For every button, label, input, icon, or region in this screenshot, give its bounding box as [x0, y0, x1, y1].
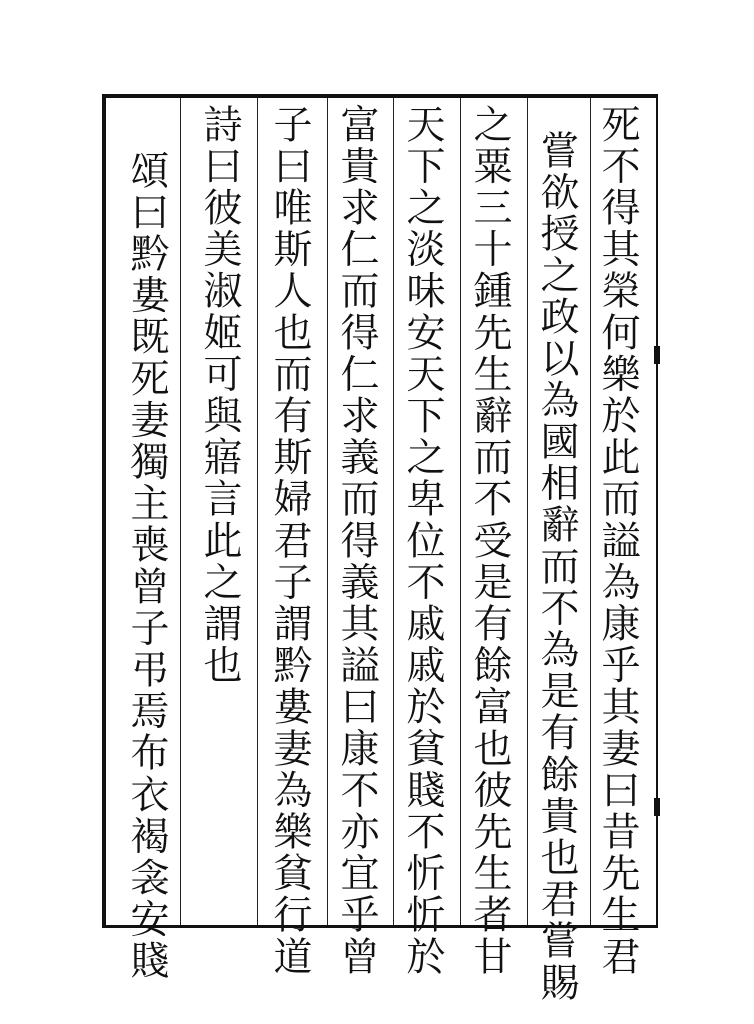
column-rule — [257, 98, 258, 925]
page-edge-mark — [654, 346, 660, 364]
column-rule — [460, 98, 461, 925]
text-column-2: 嘗欲授之政以為國相辭而不為是有餘貴也君嘗賜 — [534, 130, 579, 1004]
column-rule — [393, 98, 394, 925]
text-column-8: 頌曰黔婁既死妻獨主喪曾子弔焉布衣褐衾安賤 — [124, 150, 169, 982]
text-column-6: 子曰唯斯人也而有斯婦君子謂黔婁妻為樂貧行道 — [267, 104, 312, 978]
column-rule — [180, 98, 181, 925]
text-column-3: 之粟三十鍾先生辭而不受是有餘富也彼先生者甘 — [467, 104, 512, 978]
text-column-1: 死不得其榮何樂於此而謚為康乎其妻曰昔先生君 — [595, 104, 640, 978]
text-column-4: 天下之淡味安天下之卑位不戚戚於貧賤不忻忻於 — [400, 104, 445, 978]
column-rule — [527, 98, 528, 925]
column-rule — [590, 98, 591, 925]
page-edge-mark — [654, 798, 660, 816]
text-column-5: 富貴求仁而得仁求義而得義其謚曰康不亦宜乎曾 — [334, 104, 379, 978]
text-column-7: 詩曰彼美淑姬可與寤言此之謂也 — [197, 104, 242, 687]
column-rule — [327, 98, 328, 925]
